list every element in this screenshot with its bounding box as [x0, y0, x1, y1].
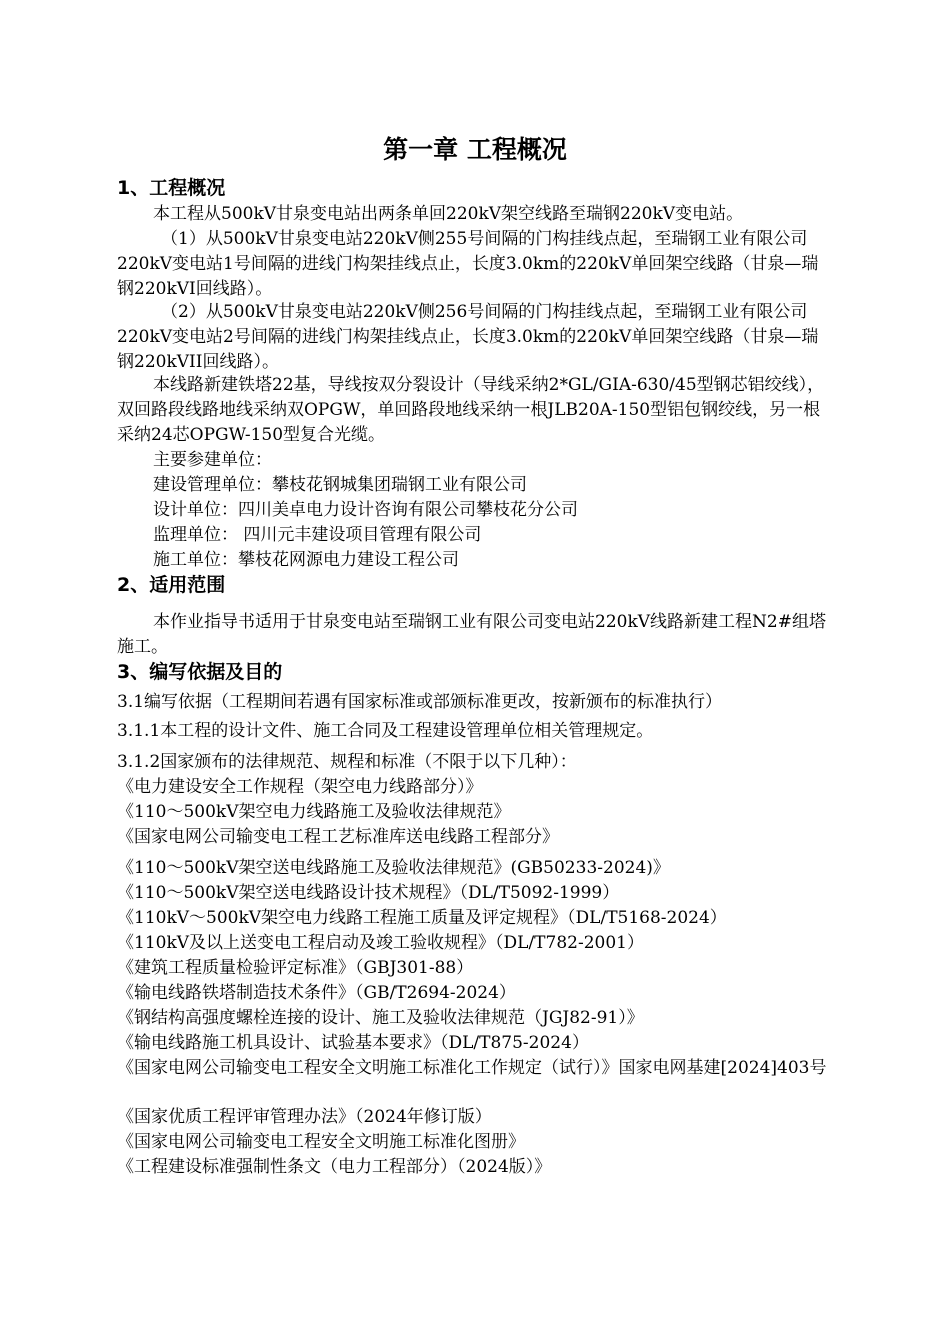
reference-item: 《110～500kV架空送电线路设计技术规程》（DL/T5092-1999） — [117, 883, 620, 903]
section-2-paragraph: 本作业指导书适用于甘泉变电站至瑞钢工业有限公司变电站220kV线路新建工程N2#组塔施工。 — [117, 612, 826, 657]
unit-builder: 施工单位：攀枝花网源电力建设工程公司 — [153, 550, 459, 570]
clause-3-1: 3.1编写依据（工程期间若遇有国家标准或部颁标准更改，按新颁布的标准执行） — [117, 692, 723, 712]
section-1-paragraph-2: （1）从500kV甘泉变电站220kV侧255号间隔的门构挂线点起，至瑞钢工业有限公司220kV变电站1号间隔的进线门构架挂线点止，长度3.0km的220kV单回架空线路（甘泉—瑞钢220kVI回线路）。 — [117, 229, 819, 299]
reference-item: 《110～500kV架空送电线路施工及验收法律规范》(GB50233-2024)》 — [117, 858, 670, 878]
reference-item: 《输电线路铁塔制造技术条件》（GB/T2694-2024） — [117, 983, 516, 1003]
reference-item: 《电力建设安全工作规程（架空电力线路部分）》 — [117, 777, 483, 797]
reference-item: 《110～500kV架空电力线路施工及验收法律规范》 — [117, 802, 511, 822]
reference-item: 《钢结构高强度螺栓连接的设计、施工及验收法律规范（JGJ82-91）》 — [117, 1008, 644, 1028]
section-1-heading: 1、工程概况 — [117, 177, 226, 199]
clause-3-1-2: 3.1.2国家颁布的法律规范、规程和标准（不限于以下几种）： — [117, 752, 577, 772]
participating-units-label: 主要参建单位： — [153, 450, 272, 470]
reference-item: 《110kV及以上送变电工程启动及竣工验收规程》（DL/T782-2001） — [117, 933, 644, 953]
section-3-heading: 3、编写依据及目的 — [117, 661, 283, 683]
reference-item: 《国家电网公司输变电工程安全文明施工标准化工作规定（试行）》国家电网基建[2024]403号 — [117, 1058, 827, 1078]
reference-item: 《建筑工程质量检验评定标准》（GBJ301-88） — [117, 958, 474, 978]
reference-item: 《国家电网公司输变电工程安全文明施工标准化图册》 — [117, 1132, 525, 1152]
section-1-paragraph-1: 本工程从500kV甘泉变电站出两条单回220kV架空线路至瑞钢220kV变电站。 — [153, 204, 744, 224]
clause-3-1-1: 3.1.1本工程的设计文件、施工合同及工程建设管理单位相关管理规定。 — [117, 721, 654, 741]
unit-construction-management: 建设管理单位：攀枝花钢城集团瑞钢工业有限公司 — [153, 475, 527, 495]
chapter-title: 第一章 工程概况 — [383, 135, 567, 164]
reference-item: 《输电线路施工机具设计、试验基本要求》（DL/T875-2024） — [117, 1033, 589, 1053]
section-2-heading: 2、适用范围 — [117, 574, 226, 596]
reference-item: 《国家电网公司输变电工程工艺标准库送电线路工程部分》 — [117, 827, 559, 847]
unit-supervision: 监理单位： 四川元丰建设项目管理有限公司 — [153, 525, 482, 545]
section-1-paragraph-3: （2）从500kV甘泉变电站220kV侧256号间隔的门构挂线点起，至瑞钢工业有限公司220kV变电站2号间隔的进线门构架挂线点止，长度3.0km的220kV单回架空线路（甘泉—瑞钢220kVII回线路）。 — [117, 302, 819, 372]
section-1-paragraph-4: 本线路新建铁塔22基，导线按双分裂设计（导线采纳2*GL/GIA-630/45型钢芯铝绞线），双回路段线路地线采纳双OPGW，单回路段地线采纳一根JLB20A-150型铝包钢绞线，另一根采纳24芯OPGW-150型复合光缆。 — [117, 375, 825, 445]
unit-design: 设计单位：四川美卓电力设计咨询有限公司攀枝花分公司 — [153, 500, 578, 520]
reference-item: 《110kV～500kV架空电力线路工程施工质量及评定规程》（DL/T5168-2024） — [117, 908, 727, 928]
reference-item: 《国家优质工程评审管理办法》（2024年修订版） — [117, 1107, 492, 1127]
reference-item: 《工程建设标准强制性条文（电力工程部分）（2024版）》 — [117, 1157, 552, 1177]
